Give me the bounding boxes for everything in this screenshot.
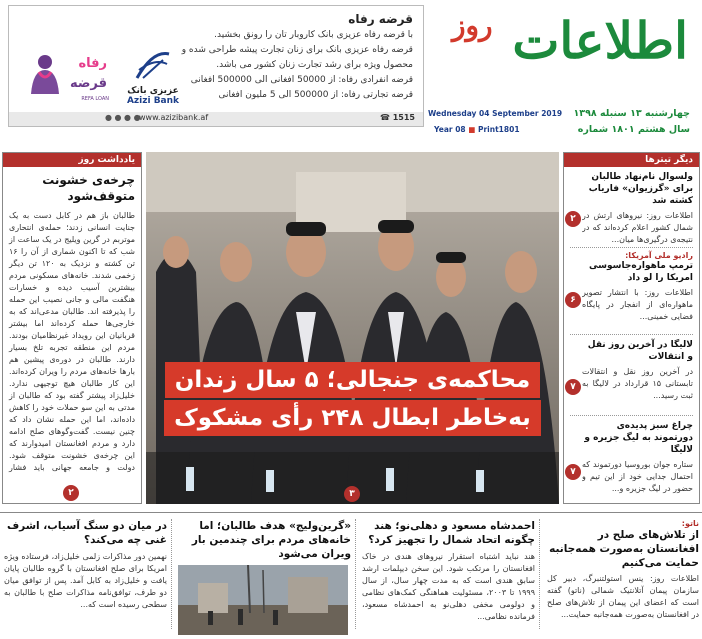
dateline-fa-issue: سال هشتم ۱۸۰۱ شماره <box>577 124 690 135</box>
ad-website[interactable]: www.azizibank.af <box>139 113 209 122</box>
ad-line: قرضه تجارتی رفاه: از 500000 الی 5 ملیون افغانی <box>218 90 413 100</box>
headline-item[interactable]: لالیگا در آخرین روز نقل و انتقالات در آخرین روز نقل و انتقالات تابستانی ۱۵ قرارداد در لالیگا به ثبت رسید... ۷ <box>564 335 699 415</box>
bottom-story[interactable]: «گرین‌ولیج» هدف طالبان؛ اما خانه‌های مردم برای چندمین بار ویران می‌شود <box>178 519 356 629</box>
phone-icon: ☎ <box>379 113 390 122</box>
ad-line: محصول ویژه برای رشد تجارت زنان کشور می باشد. <box>216 60 413 70</box>
blast-site-photo <box>178 565 348 635</box>
page-badge: ۷ <box>565 379 581 395</box>
headline-item[interactable]: ولسوال نام‌نهاد طالبان برای «گرزیوان» فارياب كشته شد اطلاعات روز: نیروهای ارتش در شمال کشور اعلام کرده‌اند که در نتیجه‌ی درگیری‌ها میان... ۲ <box>564 167 699 247</box>
page-badge: ۳ <box>344 486 360 502</box>
masthead-logo <box>450 6 688 78</box>
editorial-body: طالبان باز هم در کابل دست به یک جنایت انسانی زدند؛ حمله‌ی انتحاری موتربم در گرین ویلیج در یک ساعت از شب که تا اکنون شماری از آن را ۱۶ تن کشته و نزدیک به ۱۲۰ تن دیگر زخمی شدند. خانه‌های مسکونی مردم بیشترین آسیب دیده و خسارات هنگفت مالی و جانی نصیب این حمله را پذیرفته اند. طالبان مدعی‌اند که به خارجی‌ها حمله کرده‌اند اما بیشتر قربانیان این رویداد غیرنظامیان بودند. مردم این منطقه تجربه تلخ بسیار دارند. طالبان در دوره‌ی پیشین هم بارها خانه‌های مردم را ویران کرده‌اند. این کار طالبان هیچ توجیهی ندارد. خلیل‌زاد پیشتر گفته بود که طالبان از مدتی به این سو حملات خود را کاهش داده‌اند، اما این حمله نشان داد که چنین نیست. گفت‌وگوهای صلح ادامه دارد و مردم افغانستان امیدوارند که این چرخه‌ی خشونت متوقف شود. دولت و جامعه جهانی باید فشار <box>9 211 135 472</box>
azizi-bank-emblem-icon <box>133 48 173 82</box>
dateline-fa-date: چهارشنبه ۱۳ سنبله ۱۳۹۸ <box>573 108 690 119</box>
ad-hotline: ☎ 1515 <box>379 113 415 122</box>
headline-item[interactable]: چراغ سبز پدیده‌ی دورتموند به لیگ جزیره و لالیگا ستاره جوان بوروسیا دورتموند که احتمال جدایی خود از این تیم و حضور در لیگ جزیره و... ۷ <box>564 416 699 504</box>
advertisement-banner[interactable] <box>8 5 424 127</box>
dateline-en-date: Wednesday 04 September 2019 <box>428 109 563 118</box>
azizi-bank-logo <box>119 48 187 114</box>
editorial-header: یادداشت روز <box>3 153 141 167</box>
bottom-story[interactable]: در میان دو سنگ آسیاب، اشرف غنی چه می‌کند؟ نهمین دور مذاکرات زلمی خلیل‌زاد، فرستاده ویژه امریکا برای صلح افغانستان با گروه طالبان پایان یافت و خلیل‌زاد به کابل آمد. پس از توافق میان دو طرف، توافق‌نامه مذاکرات صلح با طالبان به سطحی رسیده است که... <box>4 519 172 629</box>
dateline-en-issue: Year 08 ■ Print1801 <box>434 125 520 134</box>
headlines-column <box>563 152 700 504</box>
ad-title: قرضه رفاه <box>348 12 413 26</box>
courtroom-photo <box>146 152 559 504</box>
page-badge: ۷ <box>565 464 581 480</box>
lead-headline[interactable]: محاکمه‌ی جنجالی؛ ۵ سال زندان به‌خاطر ابطال ۲۴۸ رأی مشکوک <box>146 362 559 436</box>
page-badge: ۲ <box>63 485 79 501</box>
refa-loan-logo <box>21 46 111 112</box>
masthead-tag: روز <box>452 9 493 42</box>
editorial-column <box>2 152 142 504</box>
bottom-story[interactable]: ناتو: از تلاش‌های صلح در افغانستان به‌صورت همه‌جانبه حمایت می‌کنیم اطلاعات روز: ینس استولتنبرگ، دبیر کل سازمان پیمان آتلانتیک شمالی (ناتو) گفته است که اعضای این پیمان از تلاش‌های صلح در افغانستان به‌صورت همه‌جانبه حمایت... <box>547 519 699 619</box>
headlines-header: دیگر تیترها <box>564 153 699 167</box>
refa-logo-bottom: قرضه <box>69 76 107 91</box>
refa-logo-sub: REFA LOAN <box>81 96 109 102</box>
page-badge: ۶ <box>565 292 581 308</box>
ad-line: قرضه رفاه عزیزی بانک برای زنان تجارت پیشه طراحی شده و <box>181 45 413 55</box>
masthead <box>428 2 694 84</box>
refa-logo-top: رفاه <box>78 56 107 71</box>
bank-name-en: Azizi Bank <box>126 96 180 106</box>
bottom-stories <box>0 512 702 628</box>
ad-line: با قرضه رفاه عزیزی بانک کاروبار تان را رونق بخشید. <box>214 30 413 40</box>
dateline <box>428 108 694 146</box>
ad-footer-bar <box>9 112 423 126</box>
page-badge: ۲ <box>565 211 581 227</box>
bank-name-fa: عزیزی بانک <box>127 86 179 96</box>
social-icons: ● ● ● ● <box>105 113 141 122</box>
ad-line: قرضه انفرادی رفاه: از 50000 افغانی الی 500000 افغانی <box>190 75 413 85</box>
headline-item[interactable]: رادیو ملی آمریکا: ترمپ ماهواره‌جاسوسی امریکا را لو داد اطلاعات روز: با انتشار تصویر ماهواره‌ای از انفجار در پایگاه فضایی خمینی‌... ۶ <box>564 248 699 334</box>
masthead-name: اطلاعات <box>512 11 688 70</box>
lead-photo-story[interactable] <box>146 152 559 504</box>
bottom-story[interactable]: احمدشاه مسعود و دهلی‌نو؛ هند چگونه اتحاد شمال را تجهیز کرد؟ هند نباید اشتباه استقرار نیروهای هندی در خاک افغانستان را مرتکب شود. این سخن دیپلمات ارشد سابق هندی است که به مدت چهار سال، از سال ۱۹۹۹ تا ۲۰۰۳، مسئولیت هماهنگی کمک‌های نظامی و دولومی مخفی دهلی‌نو به احمدشاه مسعود، فرمانده نظامی... <box>362 519 540 629</box>
refa-woman-icon <box>25 52 65 96</box>
editorial-headline[interactable]: چرخه‌ی خشونت متوقف‌شود <box>42 173 135 203</box>
